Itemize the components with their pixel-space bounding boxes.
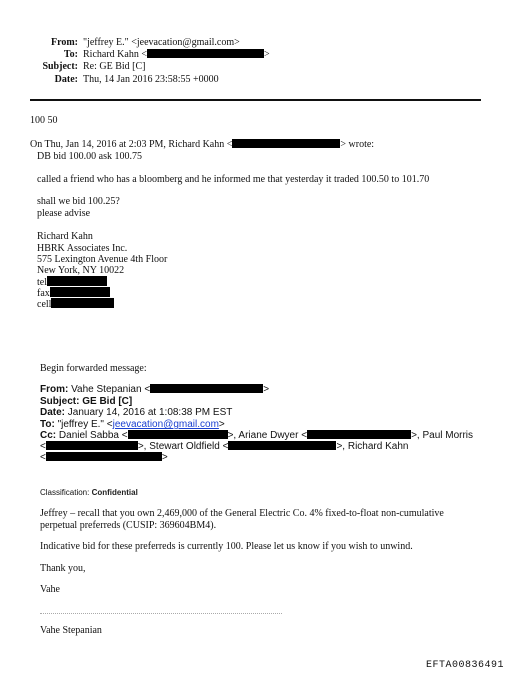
tel-label: tel [37,277,47,288]
fwd-from [40,384,269,396]
body-thanks: Thank you, [40,563,86,574]
quote-intro-text: On Thu, Jan 14, 2016 at 2:03 PM, Richard Kahn < [30,139,233,150]
fwd-cc-line-3 [40,452,168,464]
to-value [83,49,270,61]
document-id: EFTA00836491 [426,660,505,671]
signature-address-2: New York, NY 10022 [37,265,125,276]
fwd-date-label: Date: [40,407,66,418]
body-para-2: Indicative bid for these preferreds is currently 100. Please let us know if you wish to unwind. [40,541,413,552]
classification [40,487,138,499]
to-label: To: [63,49,78,60]
body-para-1-line-2: perpetual preferreds (CUSIP: 369604BM4). [40,520,217,531]
cc-text-4: < [40,441,46,452]
redaction-bar [50,287,110,297]
fwd-subject-label: Subject: [40,396,80,407]
fwd-subject-value: GE Bid [C] [82,396,133,407]
fwd-date-value: January 14, 2016 at 1:08:38 PM EST [67,407,233,418]
body-sign-full: Vahe Stepanian [40,625,102,636]
forward-begin: Begin forwarded message: [40,363,147,374]
to-value-close: > [263,49,270,60]
quote-line-4: please advise [37,208,91,219]
redaction-bar [46,441,138,450]
cc-text-1: Daniel Sabba < [58,430,128,441]
subject-label: Subject: [42,61,78,72]
redaction-bar [128,430,228,439]
body-para-1-line-1: Jeffrey – recall that you own 2,469,000 of the General Electric Co. 4% fixed-to-float non-cumulative [40,508,444,519]
fwd-to-email-link[interactable]: jeevacation@gmail.com [112,419,219,430]
quote-line-1: DB bid 100.00 ask 100.75 [37,151,142,162]
fwd-date [40,407,232,419]
cc-text-2: >, Ariane Dwyer < [227,430,308,441]
redaction-bar [46,452,162,461]
redaction-bar [150,384,263,393]
fwd-from-label: From: [40,384,69,395]
redaction-bar [228,441,336,450]
redaction-bar [307,430,411,439]
fwd-to-post: > [218,419,225,430]
fwd-to-pre: "jeffrey E." < [57,419,113,430]
signature-name: Richard Kahn [37,231,93,242]
from-value-text: "jeffrey E." <jeevacation@gmail.com> [83,37,240,48]
cc-text-3: >, Paul Morris [411,430,474,441]
reply-text: 100 50 [30,115,58,126]
signature-cell [37,298,114,311]
cell-label: cell [37,299,52,310]
cc-text-8: > [161,452,168,463]
signature-company: HBRK Associates Inc. [37,243,128,254]
date-label: Date: [54,74,78,85]
redaction-bar [51,298,114,308]
redaction-bar [147,49,264,58]
classification-value: Confidential [91,488,138,497]
to-value-text: Richard Kahn < [83,49,147,60]
cc-text-6: >, Richard Kahn [336,441,409,452]
fwd-to-label: To: [40,419,55,430]
quote-intro-end: > wrote: [340,139,375,150]
redaction-bar [47,276,107,286]
from-label: From: [50,37,78,48]
cc-text-7: < [40,452,46,463]
fwd-from-close: > [263,384,270,395]
cc-text-5: >, Stewart Oldfield < [137,441,229,452]
signature-address-1: 575 Lexington Avenue 4th Floor [37,254,168,265]
fax-label: fax [37,288,50,299]
quote-line-2: called a friend who has a bloomberg and he informed me that yesterday it traded 100.50 to 101.70 [37,174,430,185]
quote-intro [30,139,374,151]
redaction-bar [232,139,340,148]
body-sign: Vahe [40,584,60,595]
date-value: Thu, 14 Jan 2016 23:58:55 +0000 [83,74,219,85]
subject-value: Re: GE Bid [C] [83,61,146,72]
signature-divider [40,613,282,614]
quote-line-3: shall we bid 100.25? [37,196,120,207]
fwd-cc-label: Cc: [40,430,57,441]
header-divider [30,99,481,101]
classification-label: Classification: [40,488,90,497]
from-value [83,37,240,49]
fwd-from-value: Vahe Stepanian < [71,384,151,395]
